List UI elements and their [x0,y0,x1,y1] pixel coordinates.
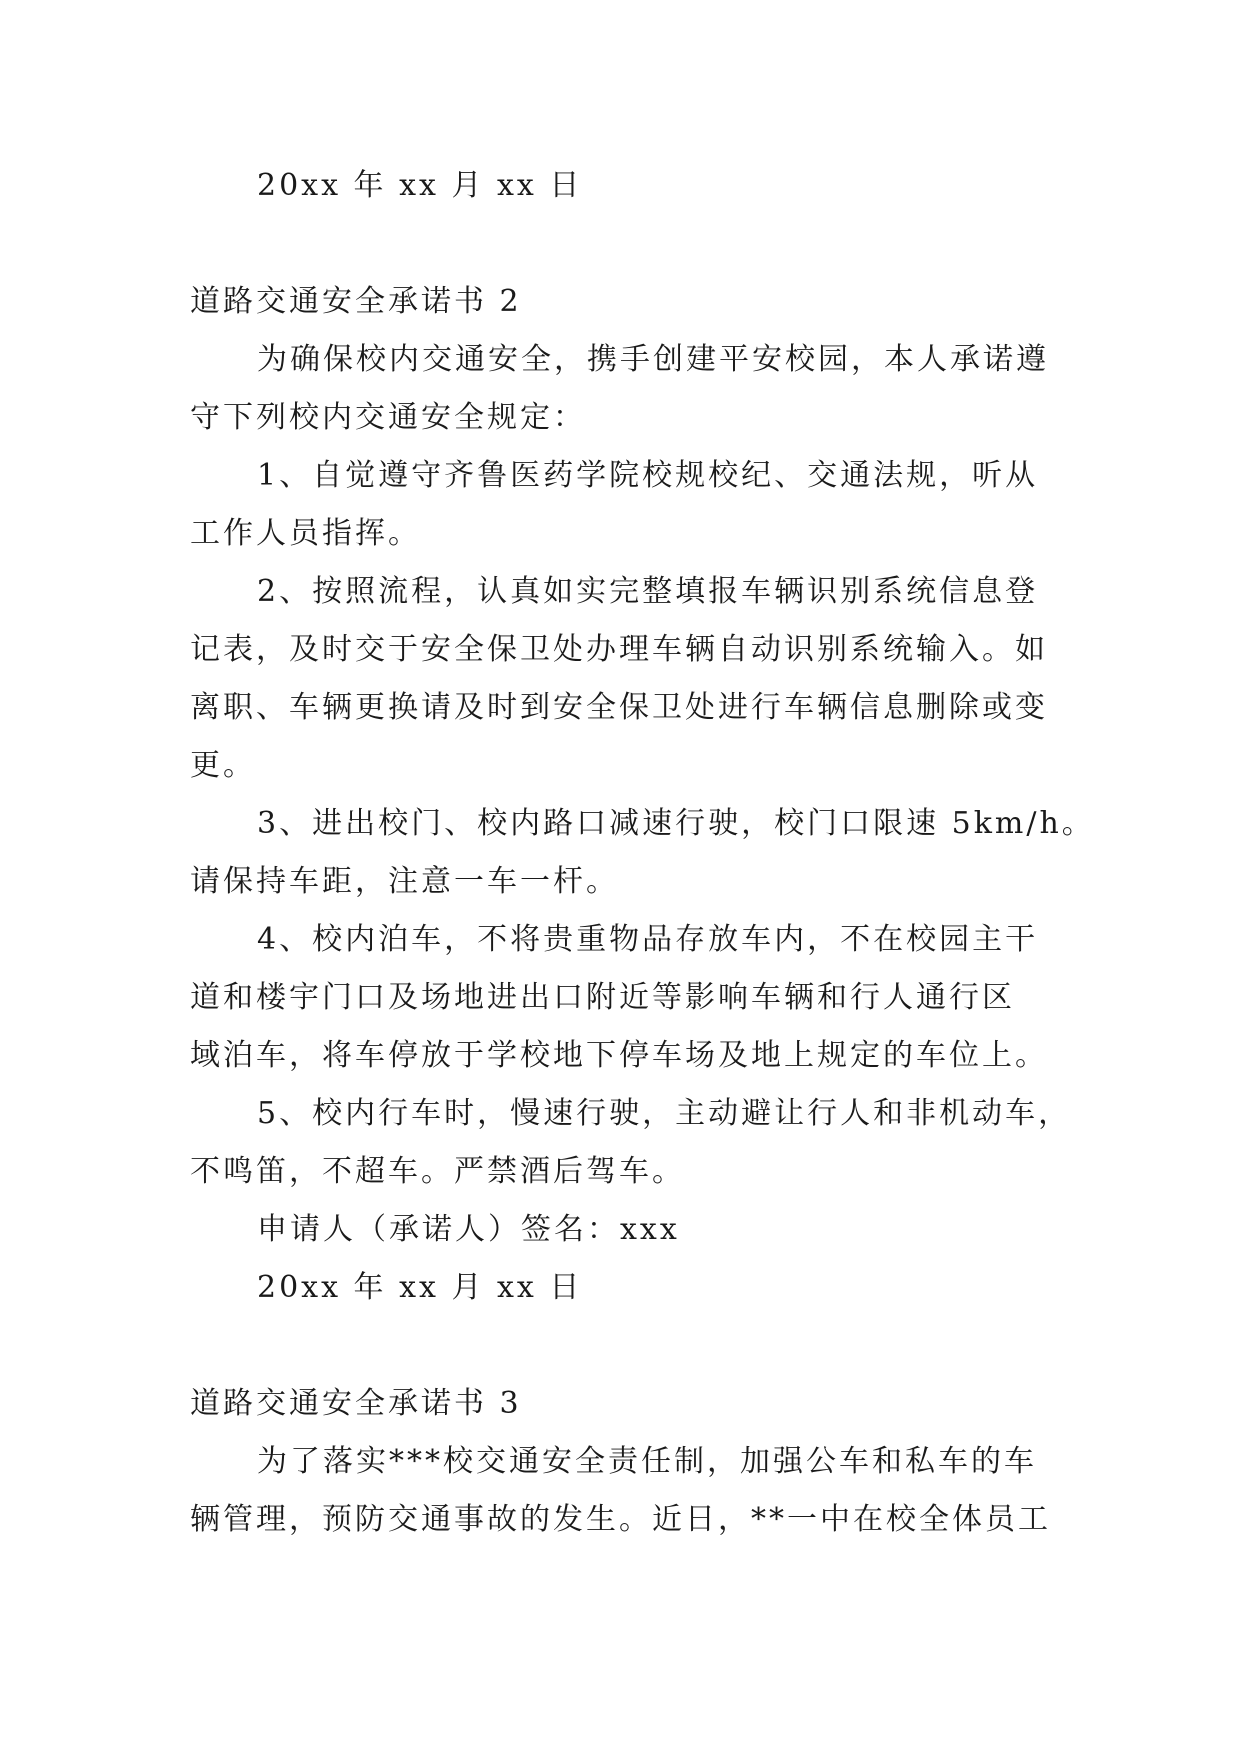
paragraph-line: 请保持车距，注意一车一杆。 [190,864,619,899]
paragraph-line: 为了落实***校交通安全责任制，加强公车和私车的车 [257,1444,1037,1479]
paragraph-line: 为确保校内交通安全，携手创建平安校园，本人承诺遵 [257,342,1049,377]
paragraph-line: 2、按照流程，认真如实完整填报车辆识别系统信息登 [257,574,1039,609]
paragraph-line: 离职、车辆更换请及时到安全保卫处进行车辆信息删除或变 [190,690,1048,725]
section-title-2: 道路交通安全承诺书 2 [190,284,522,319]
paragraph-line: 4、校内泊车，不将贵重物品存放车内，不在校园主干 [257,922,1039,957]
signature-line: 申请人（承诺人）签名：xxx [257,1212,680,1247]
section-title-3: 道路交通安全承诺书 3 [190,1386,522,1421]
paragraph-line: 不鸣笛，不超车。严禁酒后驾车。 [190,1154,685,1189]
paragraph-line: 1、自觉遵守齐鲁医药学院校规校纪、交通法规，听从 [257,458,1039,493]
paragraph-line: 5、校内行车时，慢速行驶，主动避让行人和非机动车， [257,1096,1072,1131]
date-line: 20xx 年 xx 月 xx 日 [257,1270,583,1305]
paragraph-line: 工作人员指挥。 [190,516,421,551]
paragraph-line: 域泊车，将车停放于学校地下停车场及地上规定的车位上。 [190,1038,1048,1073]
paragraph-line: 记表，及时交于安全保卫处办理车辆自动识别系统输入。如 [190,632,1048,667]
date-line: 20xx 年 xx 月 xx 日 [257,168,583,203]
paragraph-line: 道和楼宇门口及场地进出口附近等影响车辆和行人通行区 [190,980,1015,1015]
paragraph-line: 更。 [190,748,256,783]
paragraph-line: 3、进出校门、校内路口减速行驶，校门口限速 5km/h。 [257,806,1095,841]
paragraph-line: 守下列校内交通安全规定： [190,400,586,435]
paragraph-line: 辆管理，预防交通事故的发生。近日，**一中在校全体员工 [190,1502,1051,1537]
